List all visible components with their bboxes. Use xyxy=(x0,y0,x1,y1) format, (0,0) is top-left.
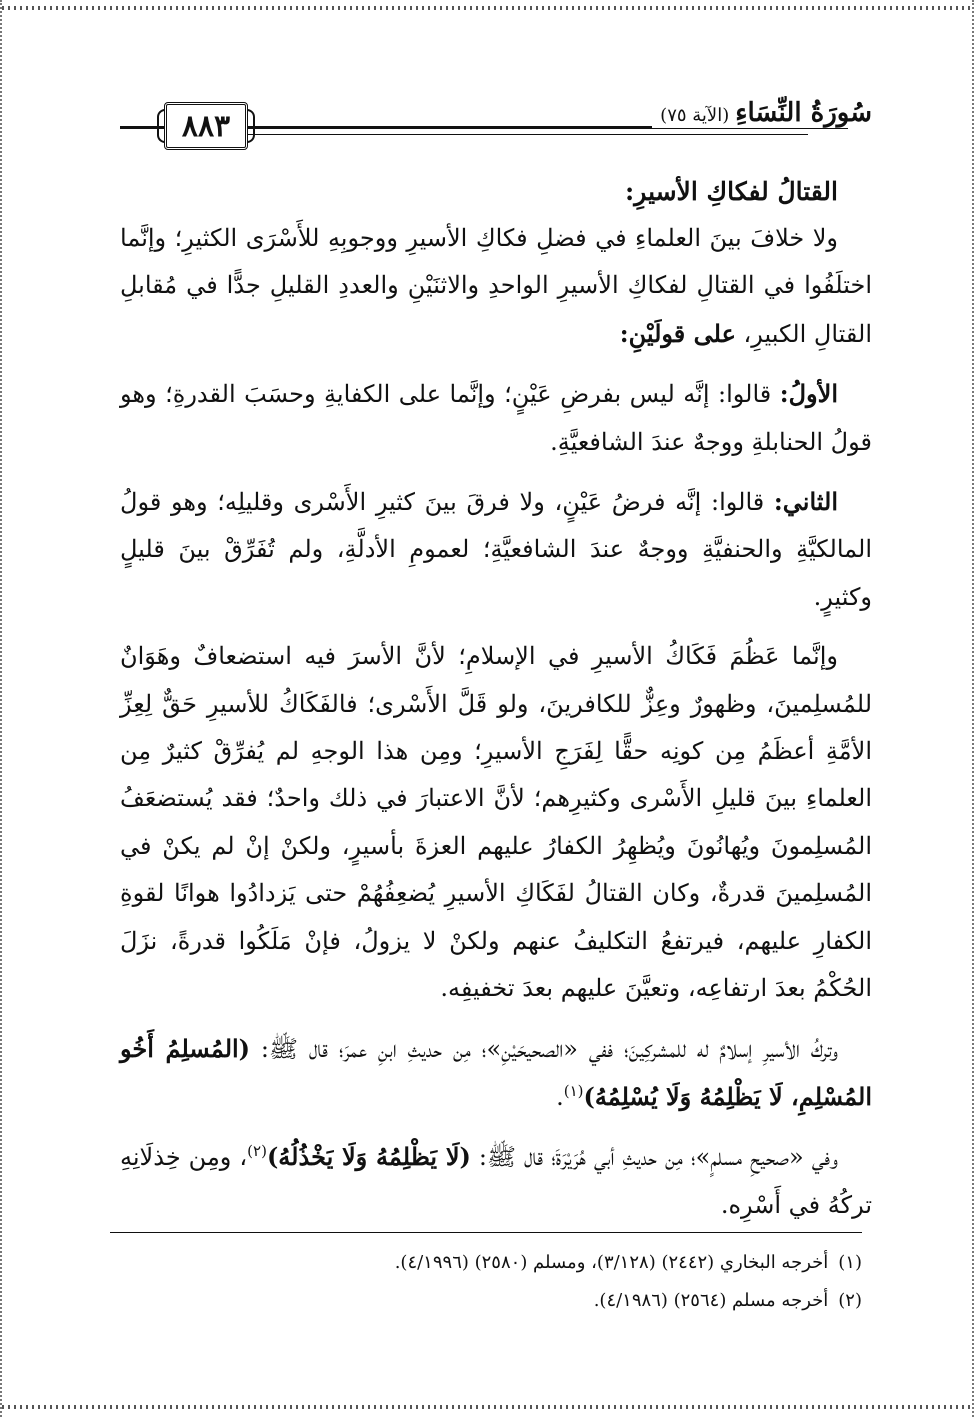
hadith-2-tail: ، ومِن خِذلَانِهِ تركُهُ في أَسْرِه. xyxy=(120,1143,872,1219)
paragraph-intro-bold: على قولَيْنِ: xyxy=(619,318,736,348)
first-opinion-text: قالوا: إنَّه ليس بفرضِ عَيْنٍ؛ وإنَّما على الكفايةِ وحسَبَ القدرةِ؛ وهو قولُ الحنابلةِ ووجهٌ عندَ الشافعيَّةِ. xyxy=(120,380,872,456)
hadith-2-quote: (لَا يَظْلِمُهُ وَلَا يَخْذُلُهُ) xyxy=(266,1142,471,1172)
footnote-2-text: أخرجه مسلم (٢٥٦٤) (٤/١٩٨٦). xyxy=(593,1290,829,1311)
running-title xyxy=(652,98,872,128)
footnotes xyxy=(110,1244,862,1320)
footnote-1 xyxy=(110,1244,862,1282)
section-title: القتالُ لفكاكِ الأسيرِ: xyxy=(625,177,838,206)
page-header xyxy=(120,96,872,160)
footnote-1-text: أخرجه البخاري (٢٤٤٢) (٣/١٢٨)، ومسلم (٢٥٨٠) (٤/١٩٩٦). xyxy=(394,1252,829,1273)
second-opinion-label: الثاني: xyxy=(773,487,838,517)
paragraph-hadith-2 xyxy=(120,1133,872,1229)
surah-title: سُورَةُ النِّسَاءِ xyxy=(735,98,872,128)
paragraph-first-opinion xyxy=(120,370,872,466)
footnote-2 xyxy=(110,1282,862,1320)
hadith-1-quote: (المُسلِمُ أَخُو المُسْلِمِ، لَا يَظْلِمُهُ وَلَا يُسْلِمُهُ) xyxy=(120,1033,872,1111)
header-rule-right-thin xyxy=(248,134,808,135)
paragraph-intro xyxy=(120,215,872,358)
paragraph-intro-text: ولا خلافَ بينَ العلماءِ في فضلِ فكاكِ الأسيرِ ووجوبِهِ للأَسْرَى الكثيرِ؛ وإنَّما اختلَفُوا في القتالِ لفكاكِ الأسيرِ الواحدِ والاثنَيْنِ والعددِ القليلِ جدًّا في مُقابلِ القتالِ الكبيرِ، xyxy=(120,224,872,348)
scan-edge-bottom xyxy=(2,1405,974,1409)
footnote-marker-2: (٢) xyxy=(247,1142,267,1161)
paragraph-second-opinion xyxy=(120,478,872,621)
first-opinion-label: الأولُ: xyxy=(779,379,838,409)
footnote-1-number: (١) xyxy=(838,1252,862,1273)
footnote-separator xyxy=(110,1232,862,1233)
hadith-2-intro: وفي «صحيحِ مسلمٍ»؛ مِن حديثِ أبي هُرَيْرَةَ؛ قال ﷺ: xyxy=(478,1143,838,1172)
footnote-marker-1: (١) xyxy=(563,1081,584,1100)
page-number-text: ٨٨٣ xyxy=(181,108,231,144)
page-number xyxy=(164,102,248,150)
ayah-reference: (الآية ٧٥) xyxy=(660,105,730,126)
second-opinion-text: قالوا: إنَّه فرضُ عَيْنٍ، ولا فرقَ بينَ كثيرِ الأَسْرى وقليلِه؛ وهو قولُ المالكيَّةِ والحنفيَّةِ ووجهٌ عندَ الشافعيَّةِ؛ لعمومِ الأدلَّةِ، ولم تُفَرِّقْ بينَ قليلٍ وكثيرٍ. xyxy=(120,488,872,611)
main-text xyxy=(120,168,872,1229)
paragraph-importance: وإنَّما عَظُمَ فَكَاكُ الأسيرِ في الإسلامِ؛ لأنَّ الأسرَ فيه استضعافٌ وهَوَانٌ للمُسلِمينَ، وظهورٌ وعِزٌّ للكافرينَ، ولو قَلَّ الأَسْرى؛ فالفَكَاكُ للأسيرِ حَقٌّ لِعِزِّ الأمَّةِ أعظَمُ مِن كونِه حقًّا لِفَرَجِ الأسيرِ؛ ومِن هذا الوجهِ لم يُفرِّقْ كثيرٌ مِن العلماءِ بينَ قليلِ الأَسْرى وكثيرِهم؛ لأنَّ الاعتبارَ في ذلك واحدٌ؛ فقد يُستضعَفُ المُسلِمونَ ويُهانُونَ ويُظهِرُ الكفارُ عليهم العزةَ بأسيرٍ، ولكنْ إنْ لم يكنْ في المُسلِمينَ قدرةٌ، وكان القتالُ لفَكَاكِ الأسيرِ يُضعِفُهُمْ حتى يَزدادُوا هوانًا لقوةِ الكفارِ عليهم، فيرتفعُ التكليفُ عنهم ولكنْ لا يزولُ، فإنْ مَلَكُوا قدرةً، نزَلَ الحُكْمُ بعدَ ارتفاعِه، وتعيَّنَ عليهم بعدَ تخفيفِه. xyxy=(120,642,873,1003)
footnote-2-number: (٢) xyxy=(838,1290,862,1311)
hadith-1-intro: وتركُ الأسيرِ إسلامٌ له للمشركِينَ؛ ففي «الصحيحَيْنِ»؛ مِن حديثِ ابنِ عمرَ؛ قال ﷺ: xyxy=(260,1034,838,1063)
scan-edge-top xyxy=(2,6,974,10)
paragraph-hadith-1: وتركُ الأسيرِ إسلامٌ له للمشركِينَ؛ ففي «الصحيحَيْنِ»؛ مِن حديثِ ابنِ عمرَ؛ قال ﷺ: (المُسلِمُ أَخُو المُسْلِمِ، لَا يَظْلِمُهُ وَلَا يُسْلِمُهُ)$^{(١)}$. xyxy=(120,1033,872,1111)
